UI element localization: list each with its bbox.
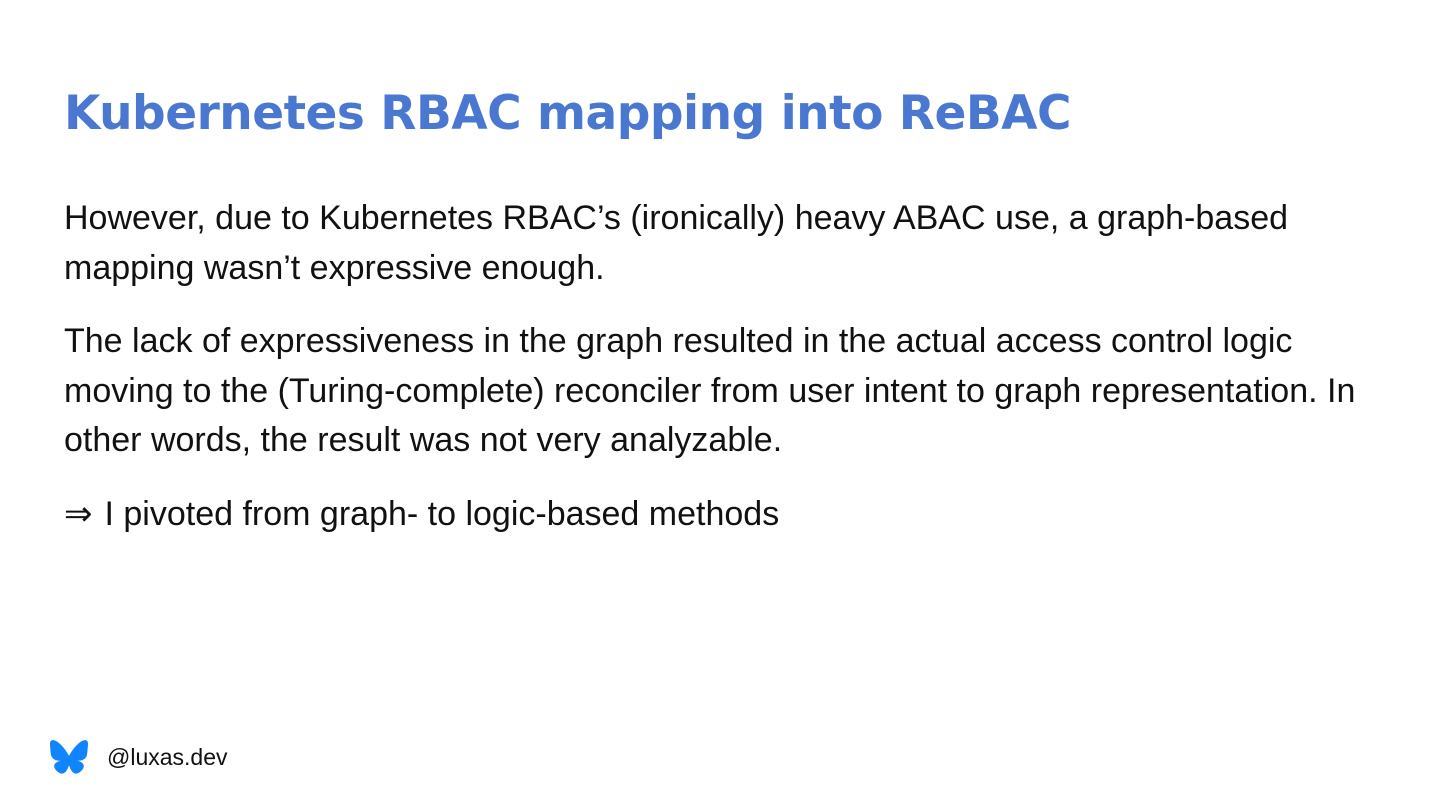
implies-arrow-icon: ⇒ [64, 494, 93, 533]
footer [50, 738, 228, 776]
pivot-statement [64, 490, 1394, 540]
social-handle: @luxas.dev [107, 743, 228, 770]
pivot-text: I pivoted from graph- to logic-based methods [104, 494, 780, 533]
slide-title: Kubernetes RBAC mapping into ReBAC [64, 86, 1072, 141]
paragraph-expressiveness: The lack of expressiveness in the graph resulted in the actual access control logic moving to the (Turing-complete) reconciler from user intent to graph representation. In other words, the result was not very analyzable. [64, 322, 1356, 459]
bluesky-butterfly-icon [50, 739, 88, 775]
slide-body [64, 194, 1394, 563]
paragraph-graph-mapping: However, due to Kubernetes RBAC’s (ironically) heavy ABAC use, a graph-based mapping wasn’t expressive enough. [64, 199, 1289, 287]
